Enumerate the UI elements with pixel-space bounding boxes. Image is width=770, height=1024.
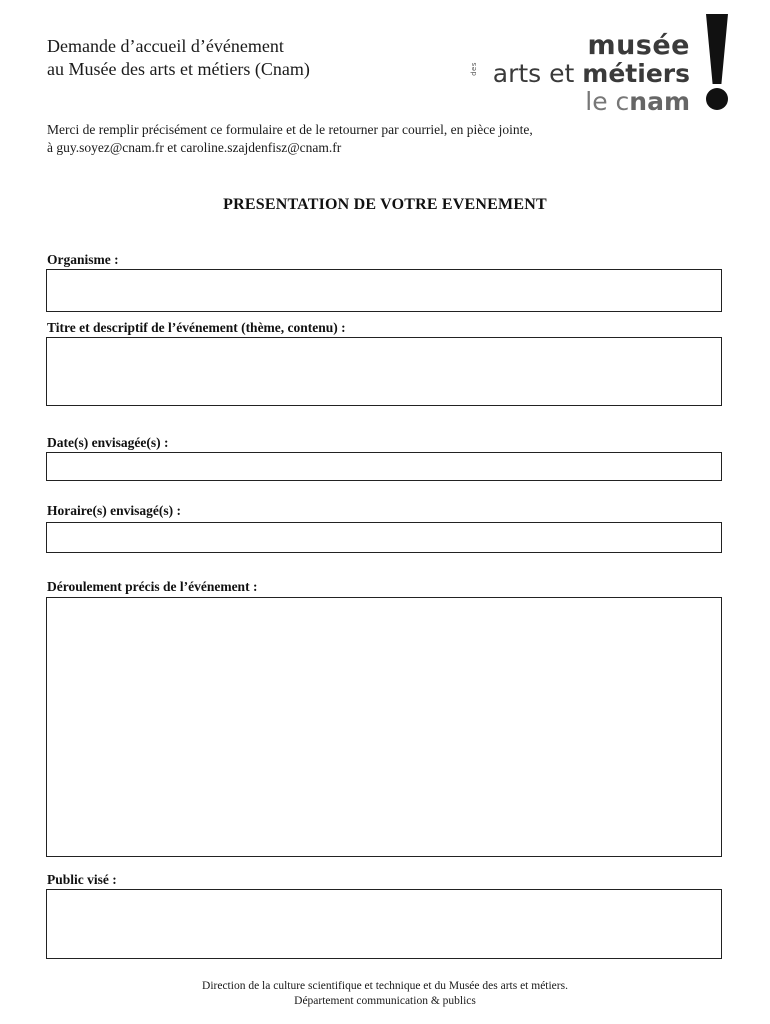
footer-line-1: Direction de la culture scientifique et technique et du Musée des arts et métiers. bbox=[202, 980, 568, 992]
logo-exclamation-dot bbox=[706, 88, 728, 110]
instructions-text bbox=[47, 121, 533, 157]
logo-musee-text: musée bbox=[587, 30, 690, 61]
logo-nam: nam bbox=[629, 87, 690, 116]
instructions-line-1: Merci de remplir précisément ce formulaire et de le retourner par courriel, en pièce jointe, bbox=[47, 122, 533, 137]
footer bbox=[0, 979, 770, 1009]
document-title bbox=[47, 35, 310, 81]
horaires-field[interactable] bbox=[46, 522, 722, 553]
logo-cnam-text bbox=[585, 88, 690, 116]
logo-arts-text bbox=[493, 60, 690, 88]
deroulement-label: Déroulement précis de l’événement : bbox=[47, 579, 258, 594]
titre-field[interactable] bbox=[46, 337, 722, 406]
logo-exclamation-bar bbox=[706, 14, 728, 84]
dates-label: Date(s) envisagée(s) : bbox=[47, 435, 169, 450]
public-field[interactable] bbox=[46, 889, 722, 959]
horaires-label: Horaire(s) envisagé(s) : bbox=[47, 503, 181, 518]
logo-arts-et: arts et bbox=[492, 59, 575, 88]
titre-label: Titre et descriptif de l’événement (thème, contenu) : bbox=[47, 320, 346, 335]
public-label: Public visé : bbox=[47, 872, 117, 887]
musee-arts-metiers-logo bbox=[466, 10, 736, 120]
logo-metiers: métiers bbox=[582, 59, 690, 88]
dates-field[interactable] bbox=[46, 452, 722, 481]
logo-des-text: des bbox=[470, 62, 478, 76]
organisme-field[interactable] bbox=[46, 269, 722, 312]
title-line-2: au Musée des arts et métiers (Cnam) bbox=[47, 59, 310, 79]
logo-le-c: le c bbox=[585, 87, 630, 116]
section-title: PRESENTATION DE VOTRE EVENEMENT bbox=[223, 196, 547, 213]
instructions-line-2: à guy.soyez@cnam.fr et caroline.szajdenfisz@cnam.fr bbox=[47, 140, 342, 155]
title-line-1: Demande d’accueil d’événement bbox=[47, 36, 284, 56]
deroulement-field[interactable] bbox=[46, 597, 722, 857]
footer-line-2: Département communication & publics bbox=[294, 995, 476, 1007]
organisme-label: Organisme : bbox=[47, 252, 119, 267]
